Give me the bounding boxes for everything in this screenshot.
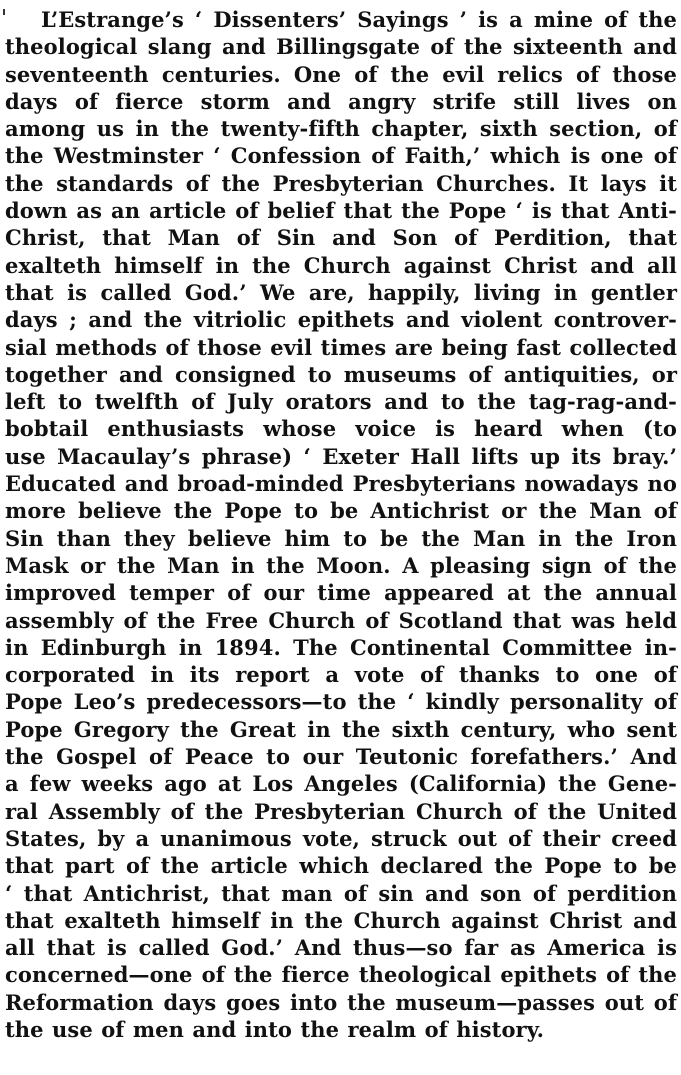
- text-line: in Edinburgh in 1894. The Continental Committee in-: [5, 634, 677, 660]
- text-line: Educated and broad-minded Presbyterians nowadays no: [5, 471, 677, 497]
- text-line: Pope Gregory the Great in the sixth century, who sent: [5, 716, 677, 742]
- text-line: the standards of the Presbyterian Churches. It lays it: [5, 170, 677, 196]
- text-line: the use of men and into the realm of history.: [5, 1016, 545, 1042]
- text-line: corporated in its report a vote of thanks to one of: [5, 662, 677, 688]
- text-line: among us in the twenty-fifth chapter, sixth section, of: [5, 116, 677, 142]
- text-line: all that is called God.’ And thus—so far as America is: [5, 935, 677, 961]
- text-line: exalteth himself in the Church against Christ and all: [5, 252, 677, 278]
- text-line: together and consigned to museums of antiquities, or: [5, 361, 677, 387]
- text-line: seventeenth centuries. One of the evil relics of those: [5, 61, 677, 87]
- text-line: assembly of the Free Church of Scotland that was held: [5, 607, 677, 633]
- text-line: days ; and the vitriolic epithets and violent controver-: [5, 307, 677, 333]
- text-line: that part of the article which declared the Pope to be: [5, 853, 677, 879]
- text-line: L’Estrange’s ‘ Dissenters’ Sayings ’ is a mine of the: [41, 7, 677, 32]
- text-line: Pope Leo’s predecessors—to the ‘ kindly personality of: [5, 689, 677, 715]
- text-line: a few weeks ago at Los Angeles (California) the Gene-: [5, 771, 677, 797]
- text-line: States, by a unanimous vote, struck out of their creed: [5, 825, 677, 851]
- text-line: use Macaulay’s phrase) ‘ Exeter Hall lifts up its bray.’: [5, 443, 677, 469]
- text-line: sial methods of those evil times are being fast collected: [5, 334, 677, 360]
- text-line: Mask or the Man in the Moon. A pleasing sign of the: [5, 552, 677, 578]
- text-line: Reformation days goes into the museum—passes out of: [5, 989, 677, 1015]
- text-line: the Westminster ‘ Confession of Faith,’ which is one of: [5, 143, 677, 169]
- text-line: that exalteth himself in the Church against Christ and: [5, 907, 677, 933]
- text-line: left to twelfth of July orators and to the tag-rag-and-: [5, 389, 677, 415]
- article-body: [5, 6, 677, 1043]
- text-line: more believe the Pope to be Antichrist or the Man of: [5, 498, 677, 524]
- text-line: the Gospel of Peace to our Teutonic forefathers.’ And: [5, 744, 677, 770]
- text-line: concerned—one of the fierce theological epithets of the: [5, 962, 677, 988]
- text-line: theological slang and Billingsgate of the sixteenth and: [5, 34, 677, 60]
- text-line: Christ, that Man of Sin and Son of Perdition, that: [5, 225, 677, 251]
- text-line: days of fierce storm and angry strife still lives on: [5, 88, 677, 114]
- text-line: down as an article of belief that the Pope ‘ is that Anti-: [5, 198, 677, 224]
- text-line: improved temper of our time appeared at the annual: [5, 580, 677, 606]
- text-line: bobtail enthusiasts whose voice is heard when (to: [5, 416, 677, 442]
- text-line: ral Assembly of the Presbyterian Church of the United: [5, 798, 677, 824]
- text-line: Sin than they believe him to be the Man in the Iron: [5, 525, 677, 551]
- text-line: ‘ that Antichrist, that man of sin and son of perdition: [5, 880, 677, 906]
- text-line: that is called God.’ We are, happily, living in gentler: [5, 279, 677, 305]
- print-speck: [3, 9, 5, 15]
